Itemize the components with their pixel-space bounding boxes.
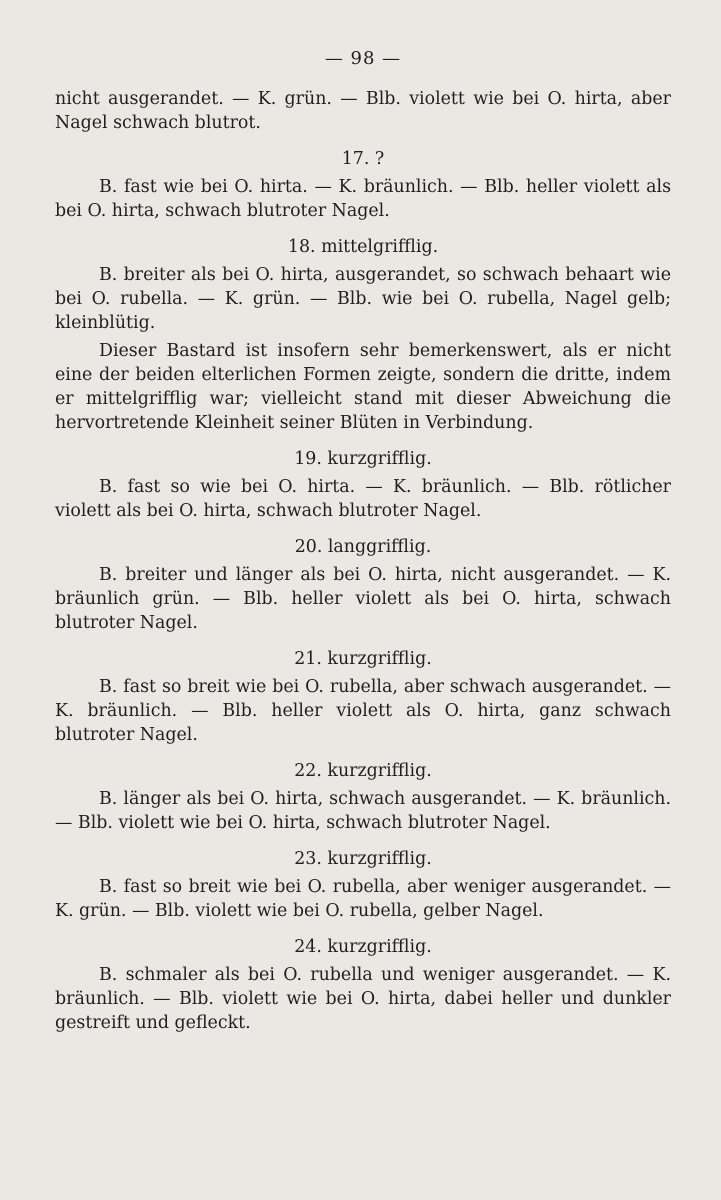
section-heading: 18. mittelgrifflig. [287,237,439,257]
section-paragraph: B. schmaler als bei O. rubella und weniger ausgerandet. — K. bräunlich. — Blb. violett wie bei O. hirta, dabei heller und dunkler gestreift und gefleckt. [55,965,671,1033]
section-21 [55,647,671,747]
section-paragraph: B. fast so wie bei O. hirta. — K. bräunlich. — Blb. rötlicher violett als bei O. hirta, schwach blutroter Nagel. [55,477,671,521]
section-heading: 24. kurzgrifflig. [294,937,432,957]
section-paragraph: B. breiter als bei O. hirta, ausgerandet, so schwach behaart wie bei O. rubella. — K. grün. — Blb. wie bei O. rubella, Nagel gelb; kleinblütig. [55,265,671,333]
section-24 [55,935,671,1035]
section-23 [55,847,671,923]
section-paragraph: B. länger als bei O. hirta, schwach ausgerandet. — K. bräunlich. — Blb. violett wie bei O. hirta, schwach blutroter Nagel. [55,789,671,833]
section-heading: 22. kurzgrifflig. [294,761,432,781]
section-heading: 19. kurzgrifflig. [294,449,432,469]
section-paragraph: B. breiter und länger als bei O. hirta, nicht ausgerandet. — K. bräunlich grün. — Blb. heller violett als bei O. hirta, schwach blutroter Nagel. [55,565,671,633]
section-17 [55,147,671,223]
section-paragraph: Dieser Bastard ist insofern sehr bemerkenswert, als er nicht eine der beiden elterlichen Formen zeigte, sondern die dritte, indem er mittelgrifflig war; vielleicht stand mit dieser Abweichung die hervortretende Kleinheit seiner Blüten in Verbindung. [55,341,671,433]
section-18 [55,235,671,435]
section-20 [55,535,671,635]
section-22 [55,759,671,835]
section-heading: 17. ? [341,149,385,169]
intro-paragraph: nicht ausgerandet. — K. grün. — Blb. violett wie bei O. hirta, aber Nagel schwach blutrot. [55,89,671,133]
page-number: — 98 — [324,48,402,69]
section-heading: 21. kurzgrifflig. [294,649,432,669]
section-paragraph: B. fast wie bei O. hirta. — K. bräunlich. — Blb. heller violett als bei O. hirta, schwach blutroter Nagel. [55,177,671,221]
section-paragraph: B. fast so breit wie bei O. rubella, aber weniger ausgerandet. — K. grün. — Blb. violett wie bei O. rubella, gelber Nagel. [55,877,671,921]
section-paragraph: B. fast so breit wie bei O. rubella, aber schwach ausgerandet. — K. bräunlich. — Blb. heller violett als O. hirta, ganz schwach blutroter Nagel. [55,677,671,745]
section-heading: 23. kurzgrifflig. [294,849,432,869]
section-19 [55,447,671,523]
section-heading: 20. langgrifflig. [294,537,432,557]
